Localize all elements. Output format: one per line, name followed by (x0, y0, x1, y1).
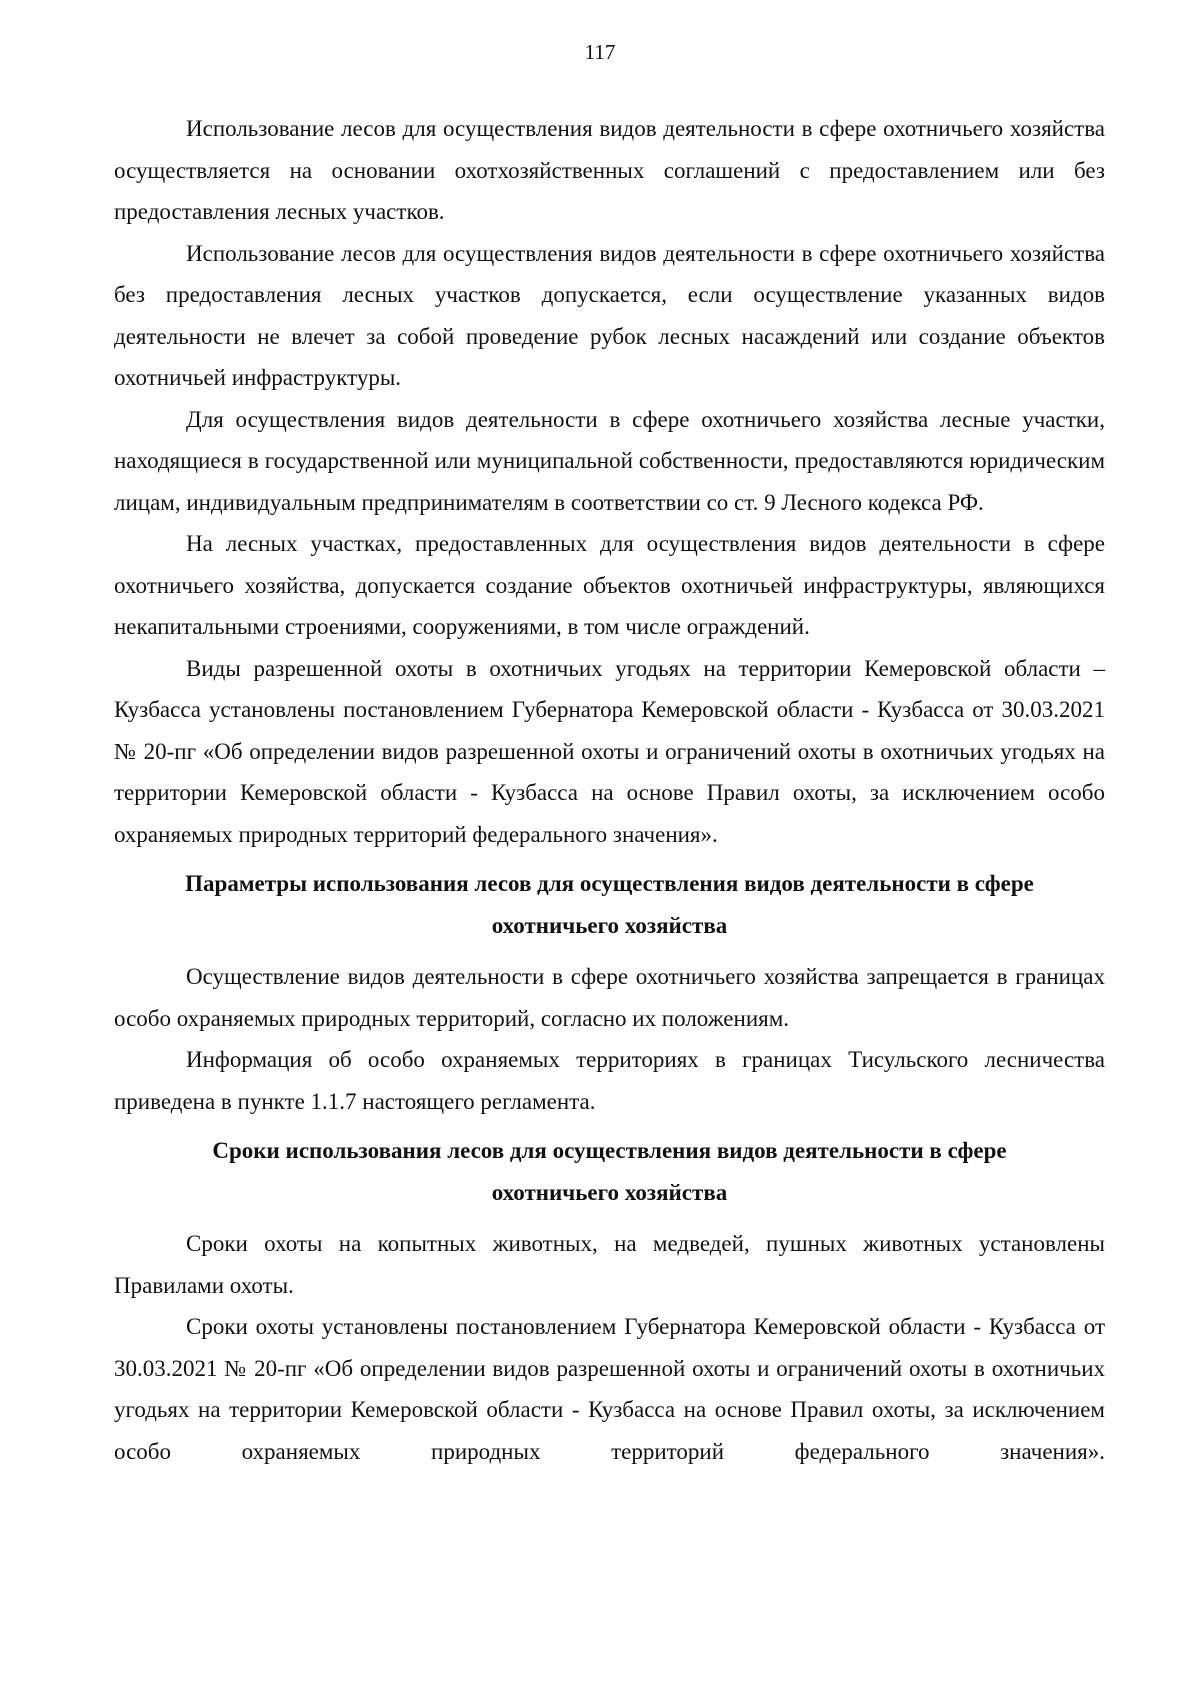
section-heading-parameters-line2: охотничьего хозяйства (491, 912, 728, 938)
paragraph: На лесных участках, предоставленных для осуществления видов деятельности в сфере охотничьего хозяйства, допускается создание объектов охотничьей инфраструктуры, являющихся некапитальными строениями, сооружениями, в том числе ограждений. (114, 531, 1105, 639)
section-heading-parameters (114, 855, 1105, 956)
section-heading-terms-line2: охотничьего хозяйства (491, 1179, 728, 1205)
page-number: 117 (584, 40, 616, 64)
section-heading-terms-line1: Сроки использования лесов для осуществления видов деятельности в сфере (212, 1138, 1007, 1163)
section-heading-parameters-line1: Параметры использования лесов для осуществления видов деятельности в сфере (185, 871, 1034, 896)
section-heading-terms (114, 1122, 1105, 1223)
paragraph: Осуществление видов деятельности в сфере охотничьего хозяйства запрещается в границах особо охраняемых природных территорий, согласно их положениям. (114, 964, 1105, 1031)
paragraph: Информация об особо охраняемых территориях в границах Тисульского лесничества приведена в пункте 1.1.7 настоящего регламента. (114, 1047, 1105, 1114)
document-body (114, 108, 1105, 1472)
paragraph: Использование лесов для осуществления видов деятельности в сфере охотничьего хозяйства осуществляется на основании охотхозяйственных соглашений с предоставлением или без предоставления лесных участков. (114, 116, 1105, 224)
paragraph: Использование лесов для осуществления видов деятельности в сфере охотничьего хозяйства без предоставления лесных участков допускается, если осуществление указанных видов деятельности не влечет за собой проведение рубок лесных насаждений или создание объектов охотничьей инфраструктуры. (114, 240, 1105, 390)
paragraph: Для осуществления видов деятельности в сфере охотничьего хозяйства лесные участки, находящиеся в государственной или муниципальной собственности, предоставляются юридическим лицам, индивидуальным предпринимателям в соответствии со ст. 9 Лесного кодекса РФ. (114, 406, 1105, 515)
paragraph: Сроки охоты на копытных животных, на медведей, пушных животных установлены Правилами охоты. (114, 1231, 1105, 1298)
paragraph: Виды разрешенной охоты в охотничьих угодьях на территории Кемеровской области – Кузбасса установлены постановлением Губернатора Кемеровской области - Кузбасса от 30.03.2021 № 20-пг «Об определении видов разрешенной охоты и ограничений охоты в охотничьих угодьях на территории Кемеровской области - Кузбасса на основе Правил охоты, за исключением особо охраняемых природных территорий федерального значения». (114, 655, 1105, 847)
paragraph: Сроки охоты установлены постановлением Губернатора Кемеровской области - Кузбасса от 30.03.2021 № 20-пг «Об определении видов разрешенной охоты и ограничений охоты в охотничьих угодьях на территории Кемеровской области - Кузбасса на основе Правил охоты, за исключением особо охраняемых природных территорий федерального значения». (114, 1314, 1105, 1464)
